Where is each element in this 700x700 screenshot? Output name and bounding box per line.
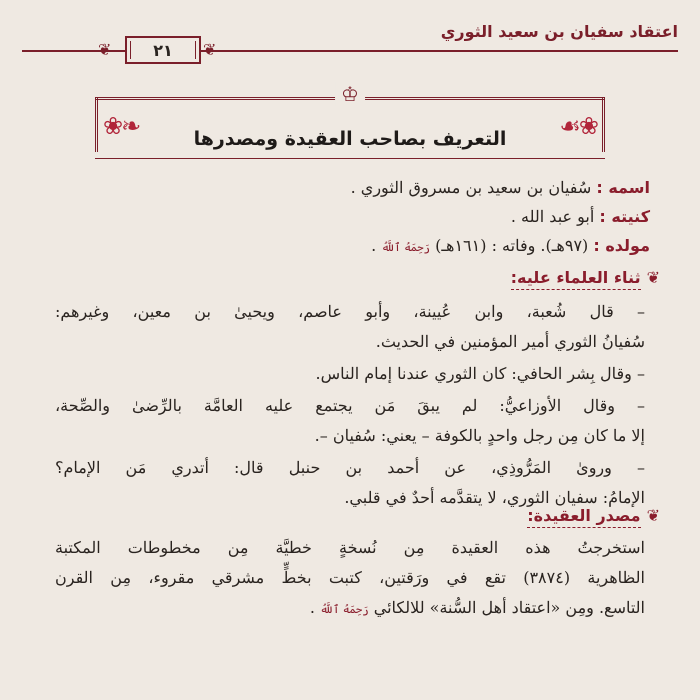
source-line: استخرجتُ هذه العقيدة مِن نُسخةٍ خطيَّة مِن مخطوطات المكتبة [55, 538, 645, 557]
page-number-frame-icon [125, 36, 201, 64]
flourish-right-icon: ❦ [203, 40, 217, 59]
honorific: رَحِمَهُ ٱللَّهُ [381, 241, 430, 254]
header-rule [22, 50, 678, 52]
running-title: اعتقاد سفيان بن سعيد الثوري [440, 22, 678, 41]
praise-line: – وقال الأوزاعيُّ: لم يبقَ مَن يجتمع عليه العامَّة بالرِّضىٰ والصِّحة، [55, 396, 645, 415]
corner-flourish-icon: ☙❀ [559, 112, 597, 140]
bio-kunya [511, 207, 650, 226]
kunya-label: كنيته : [599, 207, 650, 226]
praise-block [55, 297, 645, 513]
praise-line: إلا ما كان مِن رجل واحدٍ بالكوفة – يعني: سُفيان –. [314, 426, 645, 445]
name-label: اسمه : [596, 178, 650, 197]
source-line-last [55, 593, 645, 625]
praise-line: – وقال بِشر الحافي: كان الثوري عندنا إمام الناس. [315, 364, 645, 383]
crown-ornament-icon: ♔ [335, 82, 365, 106]
source-heading [527, 506, 660, 525]
bullet-flourish-icon: ❦ [646, 506, 660, 525]
bullet-flourish-icon: ❦ [646, 268, 660, 287]
kunya-value: أبو عبد الله . [510, 207, 595, 226]
corner-flourish-icon: ❀❧ [103, 112, 140, 140]
bio-birth [371, 236, 650, 255]
flourish-left-icon: ❦ [98, 40, 112, 59]
praise-line: – وروىٰ المَرُّوذِي، عن أحمد بن حنبل قال: أتدري مَن الإمام؟ [55, 458, 645, 477]
praise-heading-text: ثناء العلماء عليه: [511, 268, 641, 290]
section-title: التعريف بصاحب العقيدة ومصدرها [193, 128, 507, 150]
praise-line: الإمامُ: سفيان الثوري، لا يتقدَّمه أحدٌ في قلبي. [344, 488, 645, 507]
name-value: سُفيان بن سعيد بن مسروق الثوري . [350, 178, 592, 197]
praise-line: – قال شُعبة، وابن عُيينة، وأبو عاصم، ويحيىٰ بن معين، وغيرهم: [55, 302, 645, 321]
source-line: الظاهرية (٣٨٧٤) تقع في ورَقتين، كتبت بخطٍّ مشرقي مقروء، مِن القرن [55, 568, 645, 587]
bio-name [351, 178, 650, 197]
birth-value: (٩٧هـ). وفاته : (١٦١هـ) [435, 236, 589, 255]
praise-heading [511, 268, 660, 287]
title-rule [95, 158, 605, 159]
source-line: التاسع. ومِن «اعتقاد أهل السُّنة» للالكائي [373, 598, 645, 617]
source-heading-text: مصدر العقيدة: [527, 506, 640, 528]
source-block [55, 533, 645, 625]
honorific: رَحِمَهُ ٱللَّهُ [320, 603, 369, 616]
page-number: ٢١ [153, 40, 173, 60]
praise-line: سُفيانُ الثوري أمير المؤمنين في الحديث. [375, 332, 645, 351]
end-dot: . [309, 598, 315, 617]
birth-label: مولده : [593, 236, 650, 255]
end-dot: . [371, 236, 377, 255]
